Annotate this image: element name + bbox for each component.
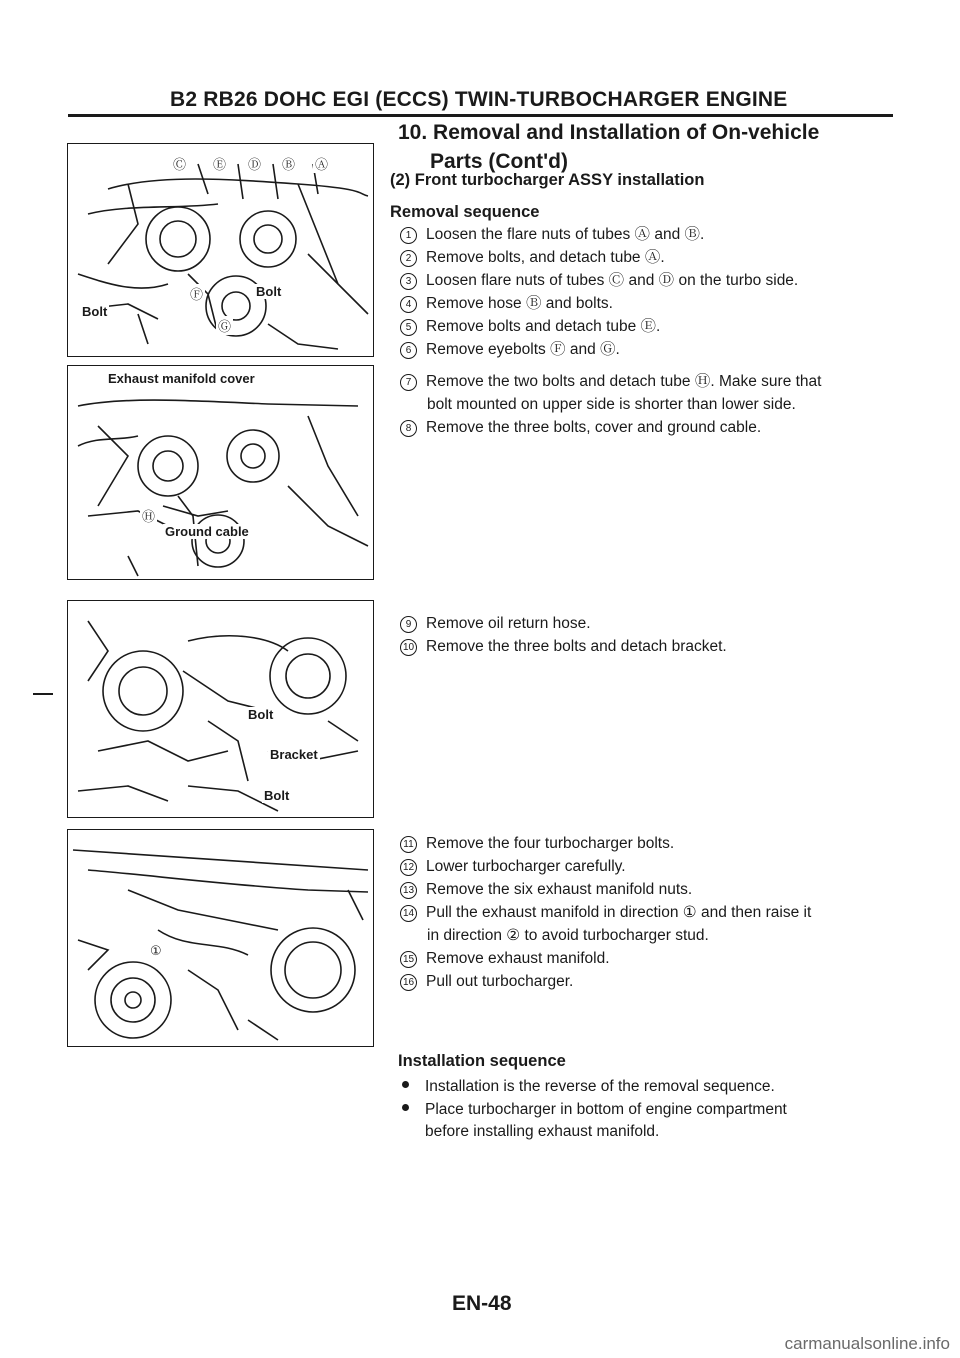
figure-turbo-bracket (67, 600, 374, 818)
removal-step-7: 7 Remove the two bolts and detach tube Ⓗ. Make sure that bolt mounted on upper side is shorter than lower side. (400, 370, 900, 416)
engine-illustration-2 (68, 366, 373, 579)
installation-bullet-2: Place turbocharger in bottom of engine compartment before installing exhaust manifold. (402, 1099, 902, 1143)
page-header-title: B2 RB26 DOHC EGI (ECCS) TWIN-TURBOCHARGER ENGINE (170, 88, 788, 111)
removal-step-14: 14 Pull the exhaust manifold in direction ① and then raise it in direction ② to avoid turbocharger stud. (400, 901, 900, 947)
subsection-title: (2) Front turbocharger ASSY installation (390, 171, 705, 189)
fig1-label-a: Ⓐ (313, 154, 330, 173)
fig2-label-exhaust-manifold-cover: Exhaust manifold cover (108, 371, 255, 386)
fig3-bolt-label-top: Bolt (248, 707, 274, 722)
fig3-bolt-label-bottom: Bolt (264, 788, 290, 803)
fig1-bolt-label-right: Bolt (256, 284, 282, 299)
removal-step-4: 4 Remove hose Ⓑ and bolts. (400, 292, 900, 315)
section-title-line1: 10. Removal and Installation of On-vehicle (398, 121, 820, 144)
removal-step-6: 6 Remove eyebolts Ⓕ and Ⓖ. (400, 338, 900, 361)
fig1-label-f: Ⓕ (188, 284, 205, 303)
engine-illustration-4 (68, 830, 373, 1046)
page-number: EN-48 (452, 1292, 512, 1315)
figure-exhaust-manifold-cover (67, 365, 374, 580)
removal-step-3: 3 Loosen flare nuts of tubes Ⓒ and Ⓓ on the turbo side. (400, 269, 900, 292)
figure-exhaust-manifold-removal (67, 829, 374, 1047)
removal-step-13: 13 Remove the six exhaust manifold nuts. (400, 878, 900, 901)
section-title (398, 118, 819, 176)
removal-heading: Removal sequence (390, 203, 540, 221)
figure-front-turbo-tubes (67, 143, 374, 357)
section-title-line2: Parts (Cont'd) (430, 150, 568, 173)
removal-step-8: 8 Remove the three bolts, cover and ground cable. (400, 416, 900, 439)
engine-illustration-3 (68, 601, 373, 817)
removal-step-16: 16 Pull out turbocharger. (400, 970, 900, 993)
fig2-label-ground-cable: Ground cable (165, 524, 249, 539)
header-rule (68, 114, 893, 117)
fig1-bolt-label-left: Bolt (82, 304, 108, 319)
removal-step-15: 15 Remove exhaust manifold. (400, 947, 900, 970)
removal-step-2: 2 Remove bolts, and detach tube Ⓐ. (400, 246, 900, 269)
removal-step-9: 9 Remove oil return hose. (400, 612, 900, 635)
removal-step-11: 11 Remove the four turbocharger bolts. (400, 832, 900, 855)
removal-step-1: 1 Loosen the flare nuts of tubes Ⓐ and Ⓑ. (400, 223, 900, 246)
watermark: carmanualsonline.info (784, 1334, 950, 1353)
installation-heading: Installation sequence (398, 1052, 566, 1070)
margin-mark (33, 693, 53, 695)
fig2-label-h: Ⓗ (140, 506, 157, 525)
removal-step-10: 10 Remove the three bolts and detach bracket. (400, 635, 900, 658)
removal-step-12: 12 Lower turbocharger carefully. (400, 855, 900, 878)
fig1-label-d: Ⓓ (246, 154, 263, 173)
fig1-label-b: Ⓑ (280, 154, 297, 173)
installation-bullet-1: Installation is the reverse of the removal sequence. (402, 1076, 902, 1098)
fig1-label-e: Ⓔ (211, 154, 228, 173)
fig4-direction-1-label: ① (150, 943, 162, 958)
fig1-label-c: Ⓒ (171, 154, 188, 173)
removal-step-5: 5 Remove bolts and detach tube Ⓔ. (400, 315, 900, 338)
fig1-label-g: Ⓖ (216, 316, 233, 335)
fig3-bracket-label: Bracket (270, 747, 318, 762)
